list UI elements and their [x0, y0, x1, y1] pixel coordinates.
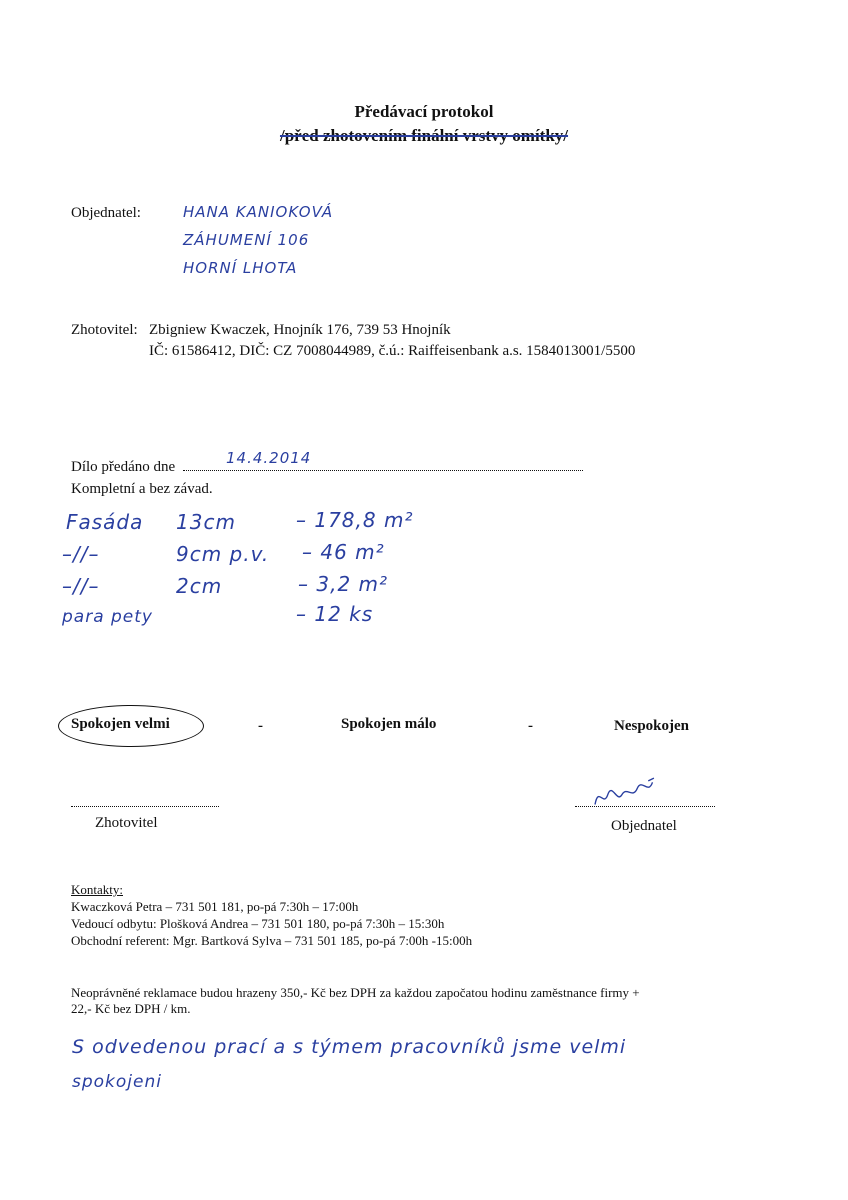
polozka-1-nazev: Fasáda: [66, 510, 144, 534]
page-subtitle: /před zhotovením finální vrstvy omítky/: [279, 126, 569, 145]
objednatel-label: Objednatel:: [71, 205, 141, 221]
polozka-2-mnozstvi: – 46 m²: [302, 540, 385, 564]
zhotovitel-signature-line: [71, 792, 219, 807]
rating-spokojen-malo: Spokojen málo: [341, 716, 437, 732]
signature-scribble: [590, 775, 663, 810]
objednatel-signature: [590, 775, 663, 814]
polozka-1-mnozstvi: – 178,8 m²: [296, 508, 414, 532]
polozka-3-mnozstvi: – 3,2 m²: [298, 572, 389, 596]
predani-date: 14.4.2014: [226, 449, 312, 467]
objednatel-hand-line-2: ZÁHUMENÍ 106: [183, 231, 310, 249]
predani-label: Dílo předáno dne: [71, 459, 176, 475]
page-title: Předávací protokol: [354, 102, 494, 121]
polozka-2-tloustka: 9cm p.v.: [176, 542, 270, 566]
polozka-4-nazev: para pety: [62, 607, 153, 627]
polozka-3-tloustka: 2cm: [176, 574, 223, 598]
kontakt-line-3: Obchodní referent: Mgr. Bartková Sylva – 731 501 185, po-pá 7:00h -15:00h: [71, 933, 473, 948]
zhotovitel-line-1: Zbigniew Kwaczek, Hnojník 176, 739 53 Hnojník: [149, 322, 451, 338]
kontakt-line-2: Vedoucí odbytu: Plošková Andrea – 731 501 180, po-pá 7:30h – 15:30h: [71, 916, 445, 931]
polozka-1-tloustka: 13cm: [176, 510, 236, 534]
zhotovitel-label: Zhotovitel:: [71, 322, 138, 338]
poznamka-line-1: S odvedenou prací a s týmem pracovníků jsme velmi: [72, 1036, 627, 1058]
reklamace-line-1: Neoprávněné reklamace budou hrazeny 350,- Kč bez DPH za každou započatou hodinu zaměstnance firmy +: [71, 985, 640, 1000]
kontakty-heading: Kontakty:: [71, 882, 123, 897]
rating-spokojen-velmi: Spokojen velmi: [71, 716, 170, 732]
objednatel-hand-line-1: HANA KANIOKOVÁ: [183, 203, 334, 221]
objednatel-signature-label: Objednatel: [611, 818, 677, 834]
polozka-3-nazev: –//–: [62, 574, 100, 598]
kontakt-line-1: Kwaczková Petra – 731 501 181, po-pá 7:30h – 17:00h: [71, 899, 359, 914]
predani-row: [71, 459, 601, 476]
reklamace-line-2: 22,- Kč bez DPH / km.: [71, 1001, 191, 1016]
objednatel-hand-line-3: HORNÍ LHOTA: [183, 259, 298, 277]
predani-dotted-line: [183, 470, 583, 471]
predani-stav: Kompletní a bez závad.: [71, 481, 213, 497]
polozka-4-mnozstvi: – 12 ks: [296, 602, 374, 626]
poznamka-line-2: spokojeni: [72, 1072, 162, 1092]
rating-separator-2: -: [528, 718, 533, 734]
rating-separator-1: -: [258, 718, 263, 734]
zhotovitel-signature-label: Zhotovitel: [95, 815, 158, 831]
zhotovitel-line-2: IČ: 61586412, DIČ: CZ 7008044989, č.ú.: Raiffeisenbank a.s. 1584013001/5500: [149, 343, 636, 359]
polozka-2-nazev: –//–: [62, 542, 100, 566]
rating-nespokojen: Nespokojen: [614, 718, 690, 734]
